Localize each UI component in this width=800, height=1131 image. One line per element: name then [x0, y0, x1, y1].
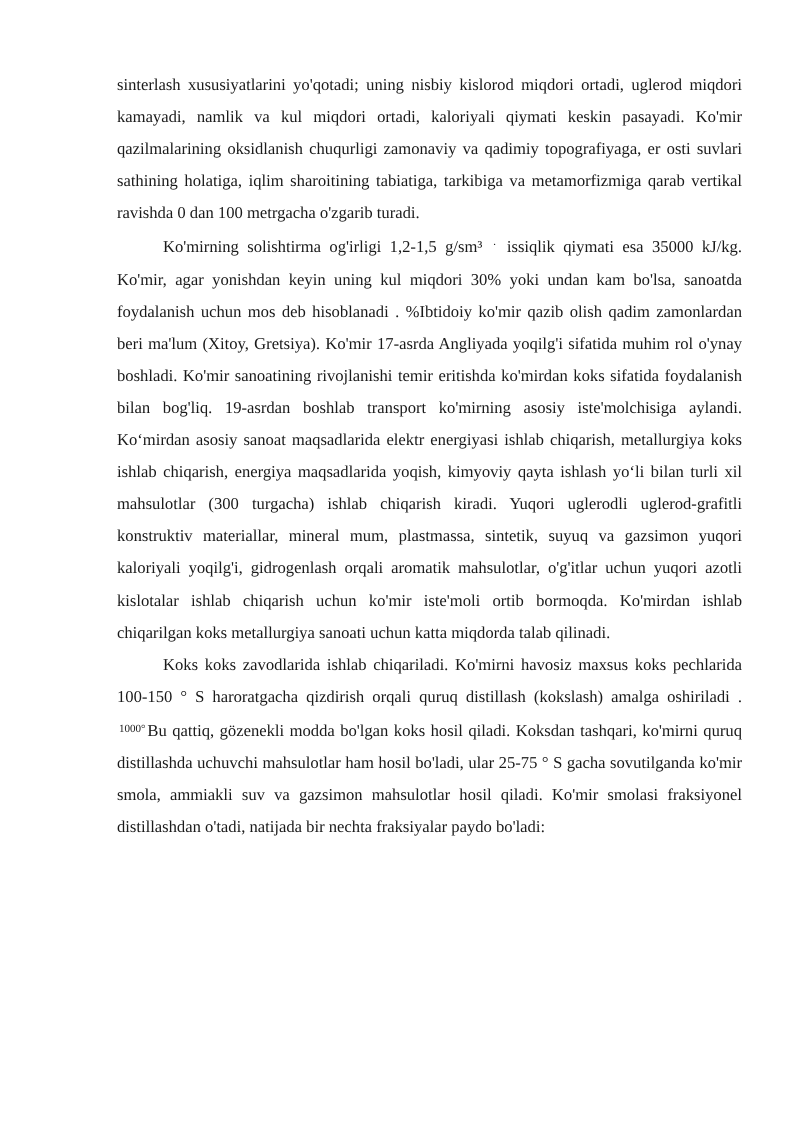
- paragraph-coal-properties: [117, 229, 742, 648]
- paragraph-text: Bu qattiq, gözenekli modda bo'lgan koks hosil qiladi. Koksdan tashqari, ko'mirni quruq distillashda uchuvchi mahsulotlar ham hosil bo'ladi, ular 25-75 ° S gacha sovutilganda ko'mir smola, ammiakli suv va gazsimon mahsulotlar hosil qiladi. Ko'mir smolasi fraksiyonel distillashdan o'tadi, natijada bir nechta fraksiyalar paydo bo'ladi:: [117, 720, 742, 837]
- inline-dot-mark: ·: [492, 239, 497, 252]
- body-text: [117, 69, 742, 843]
- paragraph-text: sinterlash xususiyatlarini yo'qotadi; uning nisbiy kislorod miqdori ortadi, uglerod miqdori kamayadi, namlik va kul miqdori ortadi, kaloriyali qiymati keskin pasayadi. Ko'mir qazilmalarining oksidlanish chuqurligi zamonaviy va qadimiy topografiyaga, er osti suvlari sathining holatiga, iqlim sharoitining tabiatiga, tarkibiga va metamorfizmiga qarab vertikal ravishda 0 dan 100 metrgacha o'zgarib turadi.: [117, 75, 742, 223]
- inline-temperature-formula: 1000°: [119, 722, 146, 735]
- paragraph-continuation: [117, 69, 742, 229]
- paragraph-coke-production: [117, 649, 742, 844]
- paragraph-text: issiqlik qiymati esa 35000 kJ/kg. Ko'mir, agar yonishdan keyin uning kul miqdori 30% yoki undan kam bo'lsa, sanoatda foydalanish uchun mos deb hisoblanadi . %Ibtidoiy ko'mir qazib olish qadim zamonlardan beri ma'lum (Xitoy, Gretsiya). Ko'mir 17-asrda Angliyada yoqilg'i sifatida muhim rol o'ynay boshladi. Ko'mir sanoatining rivojlanishi temir eritishda ko'mirdan koks sifatida foydalanish bilan bog'liq. 19-asrdan boshlab transport ko'mirning asosiy iste'molchisiga aylandi. Ko‘mirdan asosiy sanoat maqsadlarida elektr energiyasi ishlab chiqarish, metallurgiya koks ishlab chiqarish, energiya maqsadlarida yoqish, kimyoviy qayta ishlash yo‘li bilan turli xil mahsulotlar (300 turgacha) ishlab chiqarish kiradi. Yuqori uglerodli uglerod-grafitli konstruktiv materiallar, mineral mum, plastmassa, sintetik, suyuq va gazsimon yuqori kaloriyali yoqilg'i, gidrogenlash orqali aromatik mahsulotlar, o'g'itlar uchun yuqori azotli kislotalar ishlab chiqarish uchun ko'mir iste'moli ortib bormoqda. Ko'mirdan ishlab chiqarilgan koks metallurgiya sanoati uchun katta miqdorda talab qilinadi.: [117, 237, 742, 642]
- paragraph-text: Ko'mirning solishtirma og'irligi 1,2-1,5 g/sm³: [163, 237, 483, 257]
- paragraph-text: Koks koks zavodlarida ishlab chiqariladi. Ko'mirni havosiz maxsus koks pechlarida 100-150 ° S haroratgacha qizdirish orqali quruq distillash (kokslash) amalga oshiriladi .: [117, 654, 742, 706]
